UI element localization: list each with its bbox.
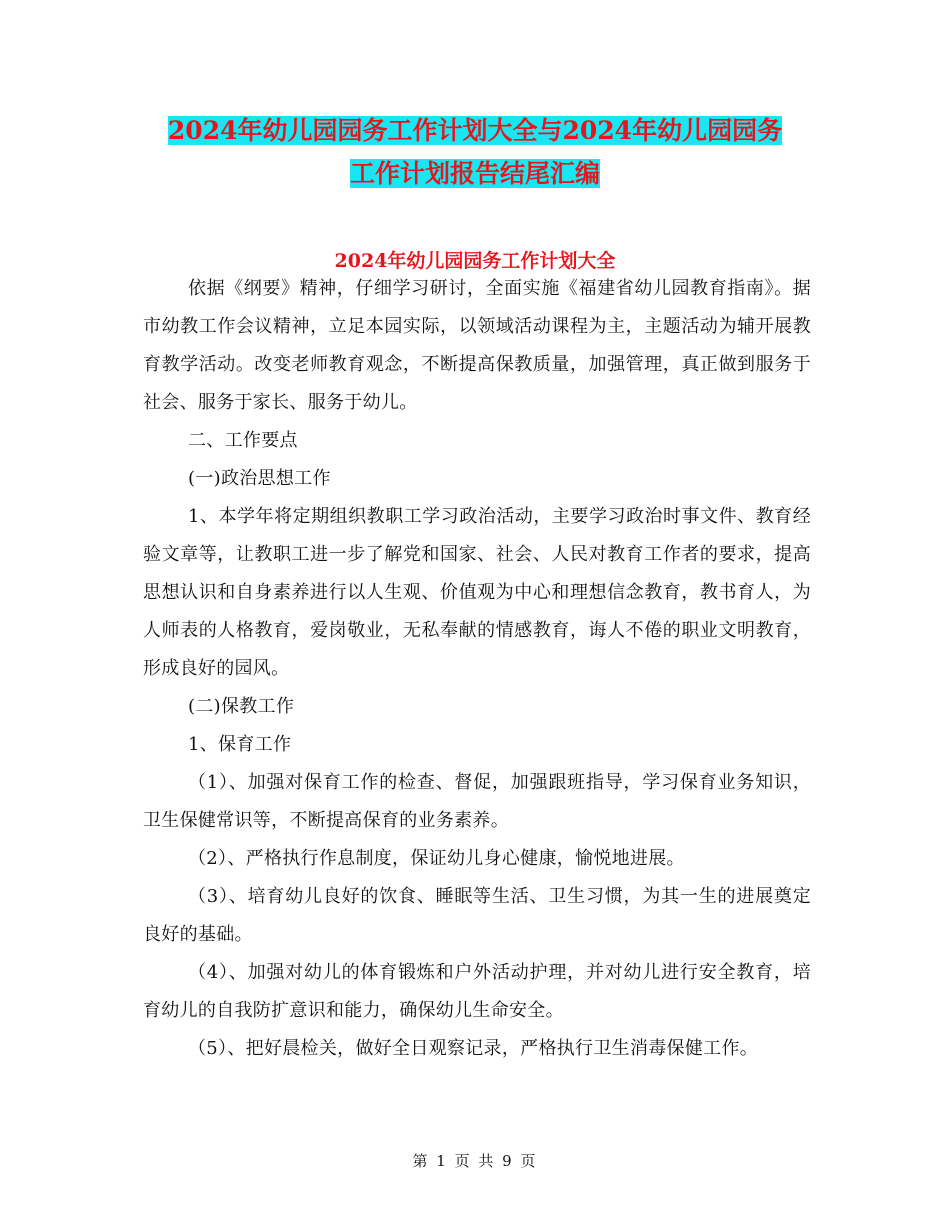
page-footer: 第 1 页 共 9 页 <box>412 1152 538 1170</box>
document-title-line-2 <box>0 149 950 199</box>
paragraph-heading-work-points: 二、工作要点 <box>188 430 298 451</box>
paragraph-heading-political: (一)政治思想工作 <box>188 468 331 489</box>
paragraph-political-study: 1、本学年将定期组织教职工学习政治活动，主要学习政治时事文件、教育经验文章等，让教职工进一步了解党和国家、社会、人民对教育工作者的要求，提高思想认识和自身素养进行以人生观、价值观为中心和理想信念教育，教书育人，为人师表的人格教育，爱岗敬业，无私奉献的情感教育，诲人不倦的职业文明教育，形成良好的园风。 <box>143 506 811 679</box>
document-body <box>143 270 811 1068</box>
paragraph-heading-care-work: 1、保育工作 <box>188 734 292 755</box>
paragraph-item-5: （5）、把好晨检关，做好全日观察记录，严格执行卫生消毒保健工作。 <box>188 1038 759 1059</box>
paragraph-item-3: （3）、培育幼儿良好的饮食、睡眠等生活、卫生习惯，为其一生的进展奠定良好的基础。 <box>143 886 811 945</box>
paragraph-item-2: （2）、严格执行作息制度，保证幼儿身心健康，愉悦地进展。 <box>188 848 685 869</box>
section-heading: 2024年幼儿园园务工作计划大全 <box>334 250 616 272</box>
paragraph-item-4: （4）、加强对幼儿的体育锻炼和户外活动护理，并对幼儿进行安全教育，培育幼儿的自我防扩意识和能力，确保幼儿生命安全。 <box>143 962 811 1021</box>
paragraph-item-1: （1）、加强对保育工作的检查、督促，加强跟班指导，学习保育业务知识，卫生保健常识等，不断提高保育的业务素养。 <box>143 772 811 831</box>
title-highlight-2: 工作计划报告结尾汇编 <box>349 159 600 188</box>
title-highlight-1: 2024年幼儿园园务工作计划大全与2024年幼儿园园务 <box>167 116 783 145</box>
paragraph-intro: 依据《纲要》精神，仔细学习研讨，全面实施《福建省幼儿园教育指南》。据市幼教工作会议精神，立足本园实际，以领域活动课程为主，主题活动为辅开展教育教学活动。改变老师教育观念，不断提高保教质量，加强管理，真正做到服务于社会、服务于家长、服务于幼儿。 <box>143 278 811 413</box>
paragraph-heading-care-education: (二)保教工作 <box>188 696 295 717</box>
